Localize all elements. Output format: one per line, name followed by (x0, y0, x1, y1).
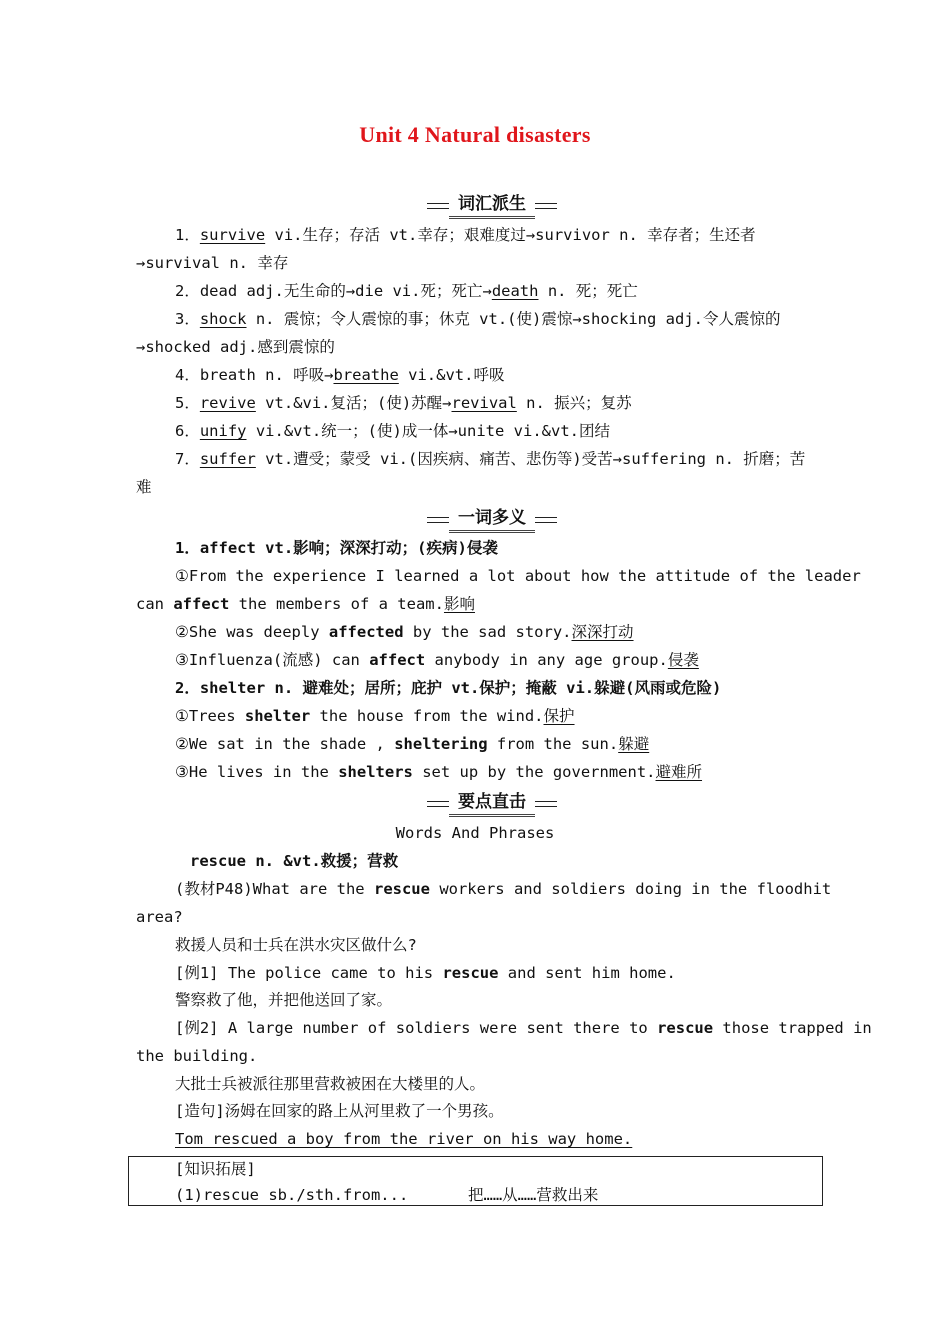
item-number: 5． (175, 394, 200, 412)
textbook-source-translation: 救援人员和士兵在洪水灾区做什么? (175, 936, 417, 954)
keyword: shelters (338, 763, 413, 781)
vocab-line-5 (175, 393, 825, 413)
example-text: by the sad story. (403, 623, 572, 641)
example-1-translation: 警察救了他，并把他送回了家。 (175, 991, 393, 1009)
vocab-line-7 (175, 449, 825, 469)
shelter-heading: 2．shelter n. 避难处；居所；庇护 vt.保护；掩蔽 vi.躲避(风雨或危险) (175, 679, 722, 697)
page-title: Unit 4 Natural disasters (359, 122, 591, 147)
vocab-line-2 (175, 281, 825, 301)
textbook-source-cont: area? (136, 908, 183, 926)
answer-word: death (491, 282, 539, 300)
sentence-making-answer: Tom rescued a boy from the river on his way home. (175, 1130, 633, 1148)
definition: 2．dead adj.无生命的→die vi.死；死亡→ (175, 282, 492, 300)
answer-word: revive (199, 394, 256, 412)
keyword: rescue (442, 964, 499, 982)
example-text: anybody in any age group. (425, 651, 668, 669)
keyword: rescue (657, 1019, 714, 1037)
example-text: ③He lives in the (175, 763, 339, 781)
definition: vt.遭受；蒙受 vi.(因疾病、痛苦、悲伤等)受苦→suffering n. 折磨；苦 (255, 450, 806, 468)
example-text: [例1] The police came to his (175, 964, 443, 982)
definition: 4．breath n. 呼吸→ (175, 366, 334, 384)
example-text: and sent him home. (498, 964, 676, 982)
vocab-line-3-cont: →shocked adj.感到震惊的 (136, 338, 335, 356)
definition: n. 死；死亡 (538, 282, 638, 300)
knowledge-expansion-box (128, 1156, 823, 1206)
keyword: affected (328, 623, 404, 641)
answer-meaning: 保护 (543, 707, 575, 725)
item-number: 1． (175, 226, 200, 244)
vocab-line-1 (175, 225, 825, 245)
example-1 (175, 963, 825, 983)
textbook-source (175, 879, 832, 899)
keyword: shelter (244, 707, 311, 725)
example-text: ③Influenza(流感) can (175, 651, 370, 669)
example-2-translation: 大批士兵被派往那里营救被困在大楼里的人。 (175, 1075, 486, 1093)
example-text: (教材P48)What are the (175, 880, 374, 898)
vocab-line-6 (175, 421, 825, 441)
example-text: ②We sat in the shade , (175, 735, 395, 753)
box-title: [知识拓展] (175, 1160, 256, 1178)
item-number: 7． (175, 450, 200, 468)
box-item: (1)rescue sb./sth.from... (175, 1186, 409, 1204)
shelter-example-3 (175, 762, 825, 782)
answer-word: survive (199, 226, 266, 244)
answer-word: unify (199, 422, 247, 440)
example-text: ②She was deeply (175, 623, 329, 641)
section-badge-keypoints (427, 790, 557, 816)
answer-meaning: 深深打动 (571, 623, 634, 641)
vocab-line-4 (175, 365, 825, 385)
answer-meaning: 影响 (443, 595, 475, 613)
example-2 (175, 1018, 872, 1038)
shelter-example-1 (175, 706, 825, 726)
definition: vi.&vt.统一；(使)成一体→unite vi.&vt.团结 (246, 422, 610, 440)
affect-heading: 1．affect vt.影响；深深打动；(疾病)侵袭 (175, 539, 498, 557)
answer-meaning: 避难所 (655, 763, 703, 781)
answer-word: breathe (333, 366, 399, 384)
vocab-line-3 (175, 309, 825, 329)
section-badge-vocab (427, 192, 557, 218)
example-text: workers and soldiers doing in the floodhit (429, 880, 832, 898)
badge-label: 词汇派生 (449, 192, 535, 219)
vocab-line-1-cont: →survival n. 幸存 (136, 254, 289, 272)
definition: vt.&vi.复活；(使)苏醒→ (255, 394, 452, 412)
shelter-example-2 (175, 734, 825, 754)
badge-label: 一词多义 (449, 506, 535, 533)
example-text: those trapped in (713, 1019, 872, 1037)
answer-word: shock (199, 310, 247, 328)
affect-example-2 (175, 622, 825, 642)
section-badge-polysemy (427, 506, 557, 532)
answer-word: revival (451, 394, 517, 412)
badge-label: 要点直击 (449, 790, 535, 817)
item-number: 3． (175, 310, 200, 328)
affect-example-3 (175, 650, 825, 670)
definition: n. 震惊；令人震惊的事；休克 vt.(使)震惊→shocking adj.令人震惊的 (246, 310, 781, 328)
keyword: affect (173, 595, 230, 613)
example-text: [例2] A large number of soldiers were sent there to (175, 1019, 658, 1037)
answer-meaning: 侵袭 (667, 651, 699, 669)
example-text: can (136, 595, 174, 613)
answer-word: suffer (199, 450, 256, 468)
answer-meaning: 躲避 (618, 735, 650, 753)
example-text: set up by the government. (412, 763, 656, 781)
keyword: affect (369, 651, 426, 669)
example-2-cont: the building. (136, 1047, 258, 1065)
vocab-line-7-cont: 难 (136, 478, 152, 496)
keyword: rescue (373, 880, 430, 898)
example-text: the house from the wind. (310, 707, 544, 725)
definition: vi.生存；存活 vt.幸存；艰难度过→survivor n. 幸存者；生还者 (265, 226, 756, 244)
section-subheading: Words And Phrases (395, 824, 555, 842)
affect-example-1-cont (136, 594, 826, 614)
item-number: 6． (175, 422, 200, 440)
definition: n. 振兴；复苏 (516, 394, 632, 412)
box-item-translation: 把……从……营救出来 (468, 1186, 599, 1204)
rescue-entry: rescue n. &vt.救援；营救 (190, 852, 399, 870)
definition: vi.&vt.呼吸 (398, 366, 505, 384)
example-text: ①Trees (175, 707, 245, 725)
example-text: from the sun. (487, 735, 619, 753)
example-text: the members of a team. (229, 595, 444, 613)
affect-example-1: ①From the experience I learned a lot about how the attitude of the leader (175, 567, 861, 585)
sentence-making-prompt: [造句]汤姆在回家的路上从河里救了一个男孩。 (175, 1102, 504, 1120)
keyword: sheltering (394, 735, 488, 753)
